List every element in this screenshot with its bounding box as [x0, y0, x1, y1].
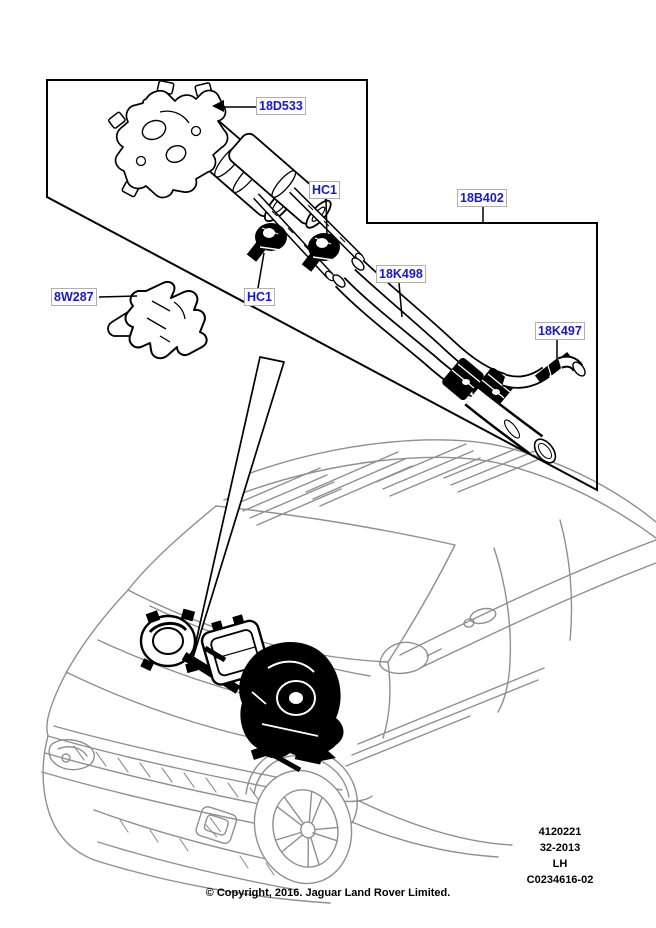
callout-hc1-top[interactable]: HC1 — [309, 181, 340, 199]
hand-code: LH — [552, 858, 568, 870]
callout-18d533[interactable]: 18D533 — [256, 97, 306, 115]
callout-18b402[interactable]: 18B402 — [457, 189, 507, 207]
clamp-hc1-bottom-art — [247, 223, 287, 262]
hose-18k498-art — [331, 256, 560, 467]
heater-parts-art — [108, 80, 587, 466]
callout-8w287[interactable]: 8W287 — [51, 288, 97, 306]
clip-8w287-art — [108, 282, 207, 358]
drawing-ref: C0234616-02 — [526, 874, 594, 886]
hose-18k497-art — [504, 352, 587, 383]
issue-code: 32-2013 — [539, 842, 581, 854]
reference-block — [504, 824, 616, 888]
flange-18d533-art — [108, 80, 228, 197]
copyright-line: © Copyright, 2016. Jaguar Land Rover Limited. — [205, 887, 451, 899]
callout-18k497[interactable]: 18K497 — [535, 322, 585, 340]
callout-hc1-bottom[interactable]: HC1 — [244, 288, 275, 306]
figure-number: 4120221 — [538, 826, 582, 838]
engine-bay-assembly-art — [140, 609, 343, 770]
callout-18k498[interactable]: 18K498 — [376, 265, 426, 283]
